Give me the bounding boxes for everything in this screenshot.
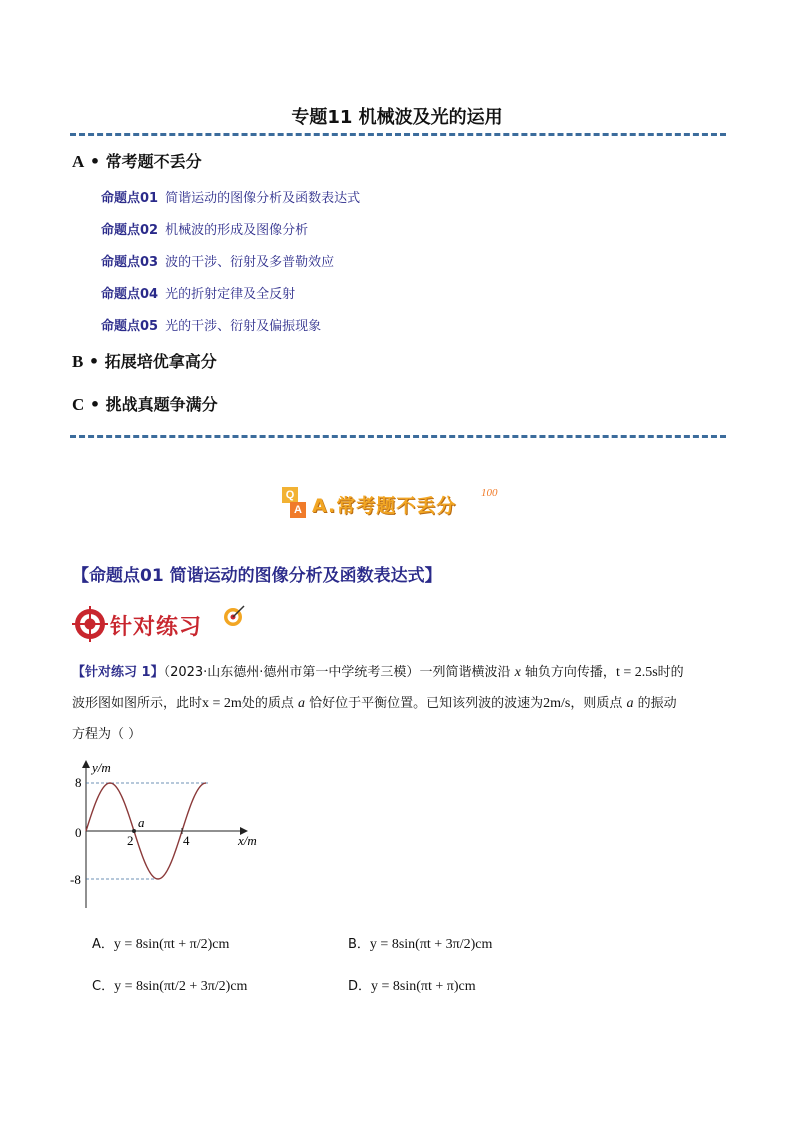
section-c-label: 挑战真题争满分 xyxy=(105,395,218,414)
question-text: 一列简谐横波沿 xyxy=(419,665,515,680)
question-text: ，则质点 xyxy=(570,696,627,711)
option-b-expr: y = 8sin(πt + 3π/2)cm xyxy=(369,937,493,952)
question-line-2 xyxy=(72,694,724,714)
subtopic-number: 命题点04 xyxy=(101,287,159,302)
banner-text: A.常考题不丢分 xyxy=(312,495,457,517)
math-var: a xyxy=(297,696,305,711)
section-b xyxy=(72,349,217,372)
question-text: 时的 xyxy=(657,665,684,680)
option-c[interactable] xyxy=(92,975,247,995)
option-b-letter: B． xyxy=(348,937,370,952)
document-title: 专题11 机械波及光的运用 xyxy=(291,107,503,128)
subtopic-label: 光的干涉、衍射及偏振现象 xyxy=(165,319,322,334)
section-bullet: • xyxy=(89,395,101,414)
y-tick-0: 0 xyxy=(75,825,82,840)
option-d-expr: y = 8sin(πt + π)cm xyxy=(371,979,476,994)
question-text: 波形图如图所示，此时 xyxy=(72,696,203,711)
question-text: 的振动 xyxy=(633,696,677,711)
math-var: x xyxy=(514,665,521,680)
subtopic-number: 命题点03 xyxy=(101,255,159,270)
a-badge: A xyxy=(290,502,306,518)
section-bullet: • xyxy=(89,152,101,171)
x-tick-4: 4 xyxy=(183,833,190,848)
practice-badge xyxy=(72,604,272,644)
subtopic-label: 波的干涉、衍射及多普勒效应 xyxy=(165,255,335,270)
subtopic-number: 命题点01 xyxy=(101,191,159,206)
subtopic-number: 命题点02 xyxy=(101,223,159,238)
subtopic-label: 光的折射定律及全反射 xyxy=(165,287,296,302)
wave-graph xyxy=(66,756,276,916)
option-a[interactable] xyxy=(92,933,229,953)
subtopic-3 xyxy=(101,251,334,270)
subtopic-1 xyxy=(101,187,360,206)
point-a-label: a xyxy=(138,815,145,830)
math-var: a xyxy=(626,696,634,711)
section-b-label: 拓展培优拿高分 xyxy=(104,352,217,371)
question-text: 轴负方向传播， xyxy=(520,665,616,680)
divider-top xyxy=(70,133,726,136)
y-tick-8: 8 xyxy=(75,775,82,790)
x-tick-2: 2 xyxy=(127,833,134,848)
math-expr: x = 2m xyxy=(202,696,242,711)
question-line-3: 方程为（ ） xyxy=(72,727,142,742)
question-text: 处的质点 xyxy=(241,696,298,711)
target-icon xyxy=(72,606,108,642)
score-badge: 100 xyxy=(481,487,498,499)
section-a-label: 常考题不丢分 xyxy=(105,152,202,171)
section-c-letter: C xyxy=(72,395,85,414)
section-a-letter: A xyxy=(72,152,85,171)
dart-target-icon xyxy=(222,604,246,628)
y-axis-label: y/m xyxy=(92,760,111,775)
q-badge: Q xyxy=(282,487,298,503)
question-source: （2023·山东德州·德州市第一中学统考三模） xyxy=(163,665,420,680)
option-c-expr: y = 8sin(πt/2 + 3π/2)cm xyxy=(114,979,248,994)
option-b[interactable] xyxy=(348,933,492,953)
section-b-letter: B xyxy=(72,352,84,371)
math-expr: 2m/s xyxy=(543,696,571,711)
subtopic-5 xyxy=(101,315,321,334)
option-a-expr: y = 8sin(πt + π/2)cm xyxy=(113,937,230,952)
section-banner xyxy=(276,487,516,521)
subtopic-number: 命题点05 xyxy=(101,319,159,334)
option-d[interactable] xyxy=(348,975,476,995)
option-c-letter: C． xyxy=(92,979,115,994)
question-text: 恰好位于平衡位置。已知该列波的波速为 xyxy=(304,696,544,711)
y-tick-neg8: -8 xyxy=(70,872,81,887)
x-axis-label: x/m xyxy=(238,833,257,848)
subtopic-label: 简谐运动的图像分析及函数表达式 xyxy=(165,191,361,206)
subtopic-label: 机械波的形成及图像分析 xyxy=(165,223,309,238)
divider-bottom xyxy=(70,435,726,438)
topic-heading: 【命题点01 简谐运动的图像分析及函数表达式】 xyxy=(72,566,442,586)
subtopic-4 xyxy=(101,283,295,302)
question-line-1 xyxy=(72,663,724,683)
practice-label: 针对练习 xyxy=(110,615,203,640)
section-bullet: • xyxy=(88,352,100,371)
option-d-letter: D． xyxy=(348,979,372,994)
section-a xyxy=(72,149,202,172)
section-c xyxy=(72,392,218,415)
question-tag: 【针对练习 1】 xyxy=(72,665,164,680)
subtopic-2 xyxy=(101,219,308,238)
math-expr: t = 2.5s xyxy=(615,665,658,680)
option-a-letter: A． xyxy=(92,937,114,952)
